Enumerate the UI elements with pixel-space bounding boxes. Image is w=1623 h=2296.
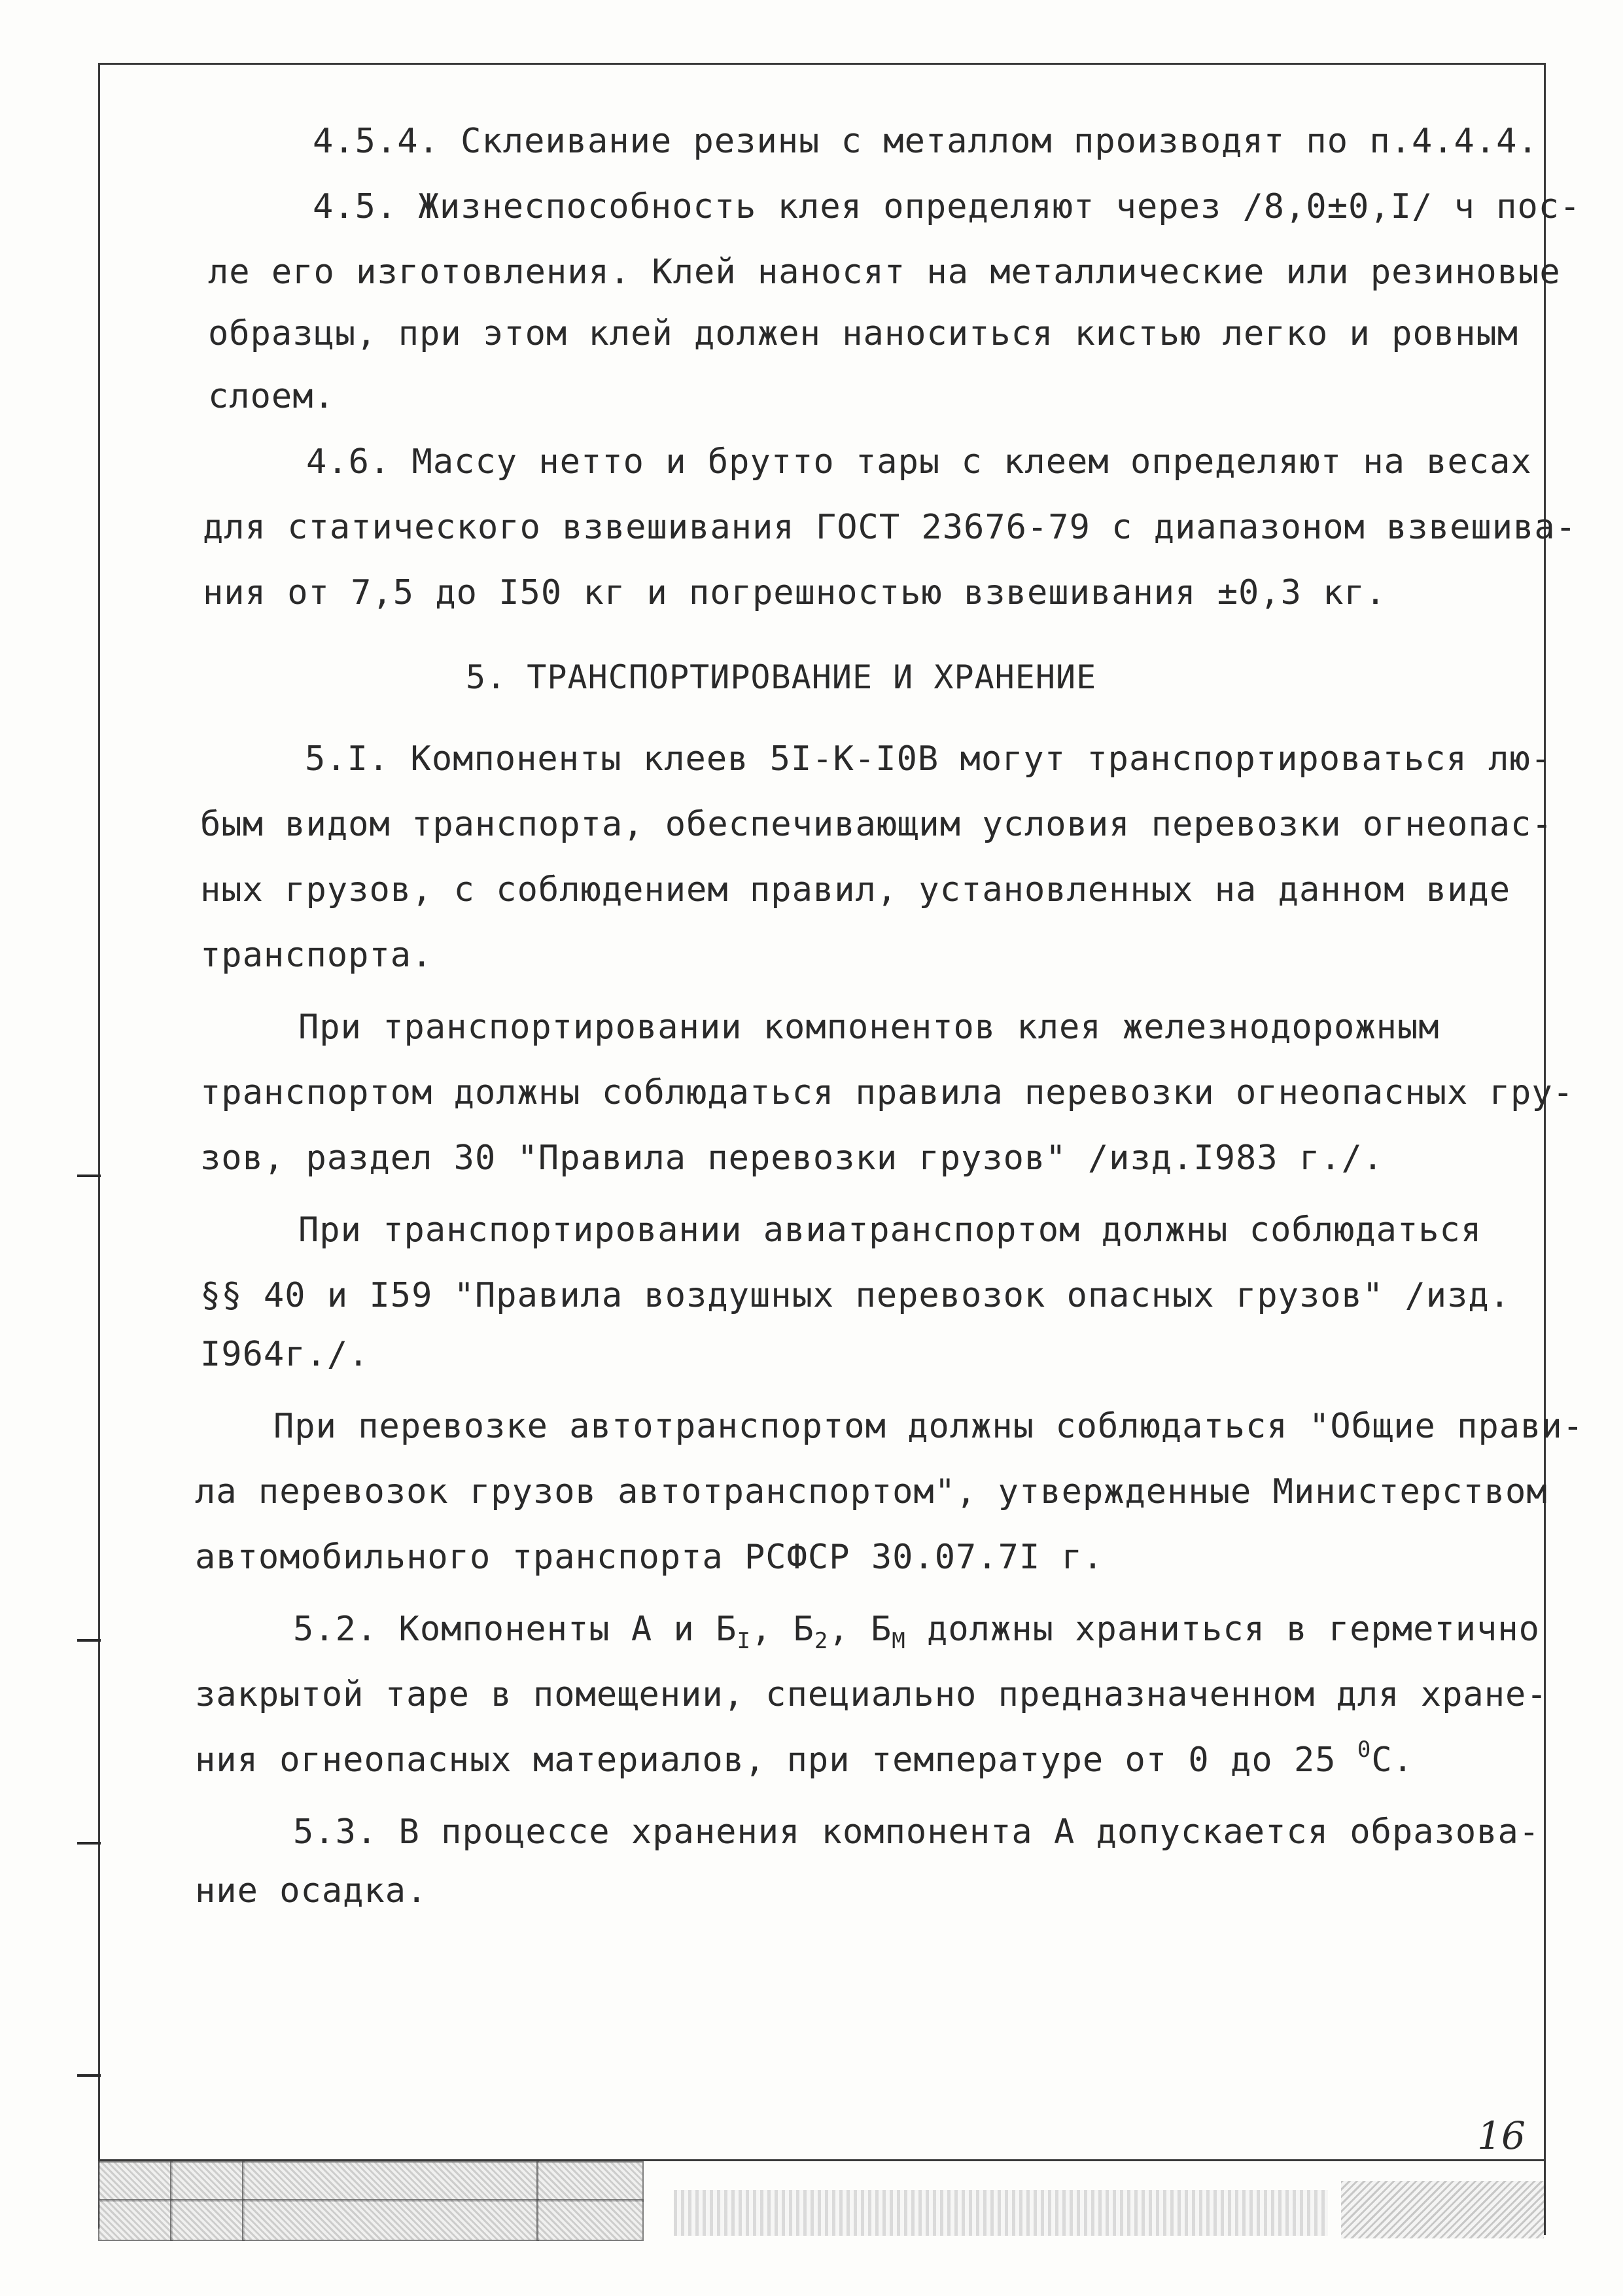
page-frame-right bbox=[1544, 63, 1546, 2235]
text-line: для статического взвешивания ГОСТ 23676-79 с диапазоном взвешива- bbox=[203, 508, 1577, 547]
stamp-cell bbox=[98, 2161, 173, 2202]
text-line: При транспортировании компонентов клея железнодорожным bbox=[298, 1008, 1440, 1047]
margin-tick bbox=[77, 2074, 101, 2077]
text-line: ных грузов, с соблюдением правил, установленных на данном виде bbox=[200, 870, 1511, 910]
stamp-cell bbox=[536, 2161, 644, 2202]
page-frame-top bbox=[98, 63, 1544, 65]
text-line: I964г./. bbox=[200, 1335, 370, 1374]
text-line: ние осадка. bbox=[195, 1871, 428, 1911]
text-line: 4.5.4. Склеивание резины с металлом производят по п.4.4.4. bbox=[313, 122, 1539, 161]
page-number: 16 bbox=[1477, 2113, 1526, 2158]
margin-tick bbox=[77, 1174, 101, 1177]
section-heading: 5. ТРАНСПОРТИРОВАНИЕ И ХРАНЕНИЕ bbox=[466, 658, 1097, 696]
margin-tick bbox=[77, 1639, 101, 1642]
text-line: автомобильного транспорта РСФСР 30.07.7I г. bbox=[195, 1538, 1104, 1577]
stamp-cell bbox=[536, 2199, 644, 2241]
page-frame-left bbox=[98, 63, 100, 2229]
text-line: бым видом транспорта, обеспечивающим условия перевозки огнеопас- bbox=[200, 805, 1553, 844]
title-block-stamp bbox=[98, 2159, 1545, 2240]
text-line: ла перевозок грузов автотранспортом", утвержденные Министерством bbox=[195, 1472, 1548, 1511]
text-line: зов, раздел 30 "Правила перевозки грузов" /изд.I983 г./. bbox=[200, 1139, 1384, 1178]
stamp-document-code bbox=[674, 2190, 1328, 2236]
text-line: ния от 7,5 до I50 кг и погрешностью взвешивания ±0,3 кг. bbox=[203, 573, 1387, 612]
stamp-cell bbox=[242, 2199, 539, 2241]
text-line: 5.2. Компоненты А и $Б_I$, $Б_2$, $Б_М$ должны храниться в герметично bbox=[293, 1610, 1540, 1654]
text-line: ле его изготовления. Клей наносят на металлические или резиновые bbox=[208, 253, 1561, 292]
text-line: транспортом должны соблюдаться правила перевозки огнеопасных гру- bbox=[200, 1073, 1574, 1112]
text-line: §§ 40 и I59 "Правила воздушных перевозок опасных грузов" /изд. bbox=[200, 1276, 1511, 1315]
stamp-signature-area bbox=[1341, 2181, 1544, 2238]
text-line: транспорта. bbox=[200, 936, 433, 975]
text-line: 4.5. Жизнеспособность клея определяют через /8,0±0,I/ ч пос- bbox=[313, 187, 1581, 226]
text-line: образцы, при этом клей должен наноситься кистью легко и ровным bbox=[208, 314, 1519, 353]
text-line: слоем. bbox=[208, 377, 335, 416]
text-line: 5.I. Компоненты клеев 5I-К-I0В могут транспортироваться лю- bbox=[305, 739, 1552, 779]
stamp-cell bbox=[170, 2161, 245, 2202]
stamp-cell bbox=[98, 2199, 173, 2241]
text-line: 4.6. Массу нетто и брутто тары с клеем определяют на весах bbox=[306, 442, 1532, 482]
stamp-grid bbox=[98, 2161, 641, 2240]
text-line: 5.3. В процессе хранения компонента А допускается образова- bbox=[293, 1812, 1541, 1852]
stamp-cell bbox=[242, 2161, 539, 2202]
text-line: При перевозке автотранспортом должны соблюдаться "Общие прави- bbox=[273, 1407, 1584, 1446]
text-line: закрытой таре в помещении, специально предназначенном для хране- bbox=[195, 1675, 1548, 1714]
stamp-cell bbox=[170, 2199, 245, 2241]
margin-tick bbox=[77, 1842, 101, 1845]
text-line: ния огнеопасных материалов, при температуре от 0 до 25 $^0$С. bbox=[195, 1737, 1414, 1780]
text-line: При транспортировании авиатранспортом должны соблюдаться bbox=[298, 1210, 1482, 1250]
